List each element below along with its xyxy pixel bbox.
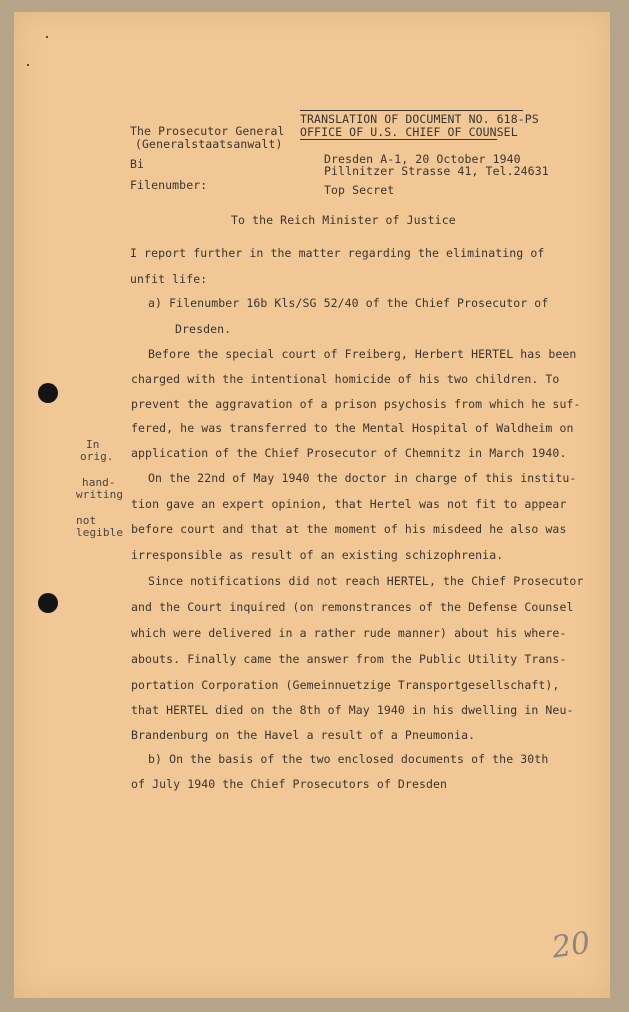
office-title: OFFICE OF U.S. CHIEF OF COUNSEL bbox=[300, 125, 518, 139]
body-line: abouts. Finally came the answer from the Public Utility Trans- bbox=[131, 652, 567, 666]
body-line: On the 22nd of May 1940 the doctor in charge of this institu- bbox=[148, 471, 577, 485]
punch-hole-upper bbox=[38, 383, 58, 403]
margin-note-line: writing bbox=[76, 488, 124, 501]
header-rule-bottom bbox=[300, 139, 497, 140]
body-line: unfit life: bbox=[130, 272, 208, 286]
body-line: I report further in the matter regarding the eliminating of bbox=[130, 246, 545, 260]
body-line: Brandenburg on the Havel a result of a Pneumonia. bbox=[131, 728, 476, 742]
body-line: b) On the basis of the two enclosed documents of the 30th bbox=[148, 752, 549, 766]
body-line: fered, he was transferred to the Mental Hospital of Waldheim on bbox=[131, 421, 574, 435]
body-line: prevent the aggravation of a prison psychosis from which he suf- bbox=[131, 397, 581, 411]
classification: Top Secret bbox=[324, 183, 395, 197]
margin-note-line: not bbox=[76, 514, 97, 527]
body-line: portation Corporation (Gemeinnuetzige Transportgesellschaft), bbox=[131, 678, 560, 692]
body-line: charged with the intentional homicide of his two children. To bbox=[131, 372, 560, 386]
body-line: application of the Chief Prosecutor of Chemnitz in March 1940. bbox=[131, 446, 567, 460]
page-number-handwritten: 20 bbox=[549, 925, 593, 966]
body-line: before court and that at the moment of his misdeed he also was bbox=[131, 522, 567, 536]
body-line: a) Filenumber 16b Kls/SG 52/40 of the Chief Prosecutor of bbox=[148, 296, 549, 310]
body-line: tion gave an expert opinion, that Hertel was not fit to appear bbox=[131, 497, 567, 511]
body-line: which were delivered in a rather rude manner) about his where- bbox=[131, 626, 567, 640]
speck-mark bbox=[27, 64, 29, 66]
sender-title-german: (Generalstaatsanwalt) bbox=[135, 137, 283, 151]
body-line: and the Court inquired (on remonstrances of the Defense Counsel bbox=[131, 600, 574, 614]
margin-note-line: hand- bbox=[82, 476, 116, 489]
sender-initials: Bi bbox=[130, 157, 145, 171]
margin-note-line: legible bbox=[76, 526, 124, 539]
place-date: Dresden A-1, 20 October 1940 bbox=[324, 152, 521, 166]
margin-note-line: In bbox=[86, 438, 100, 451]
body-line: irresponsible as result of an existing schizophrenia. bbox=[131, 548, 504, 562]
address-phone: Pillnitzer Strasse 41, Tel.24631 bbox=[324, 164, 549, 178]
body-line: Before the special court of Freiberg, Herbert HERTEL has been bbox=[148, 347, 577, 361]
body-line: of July 1940 the Chief Prosecutors of Dresden bbox=[131, 777, 448, 791]
body-line: that HERTEL died on the 8th of May 1940 in his dwelling in Neu- bbox=[131, 703, 574, 717]
speck-mark bbox=[46, 36, 48, 38]
body-line: Dresden. bbox=[175, 322, 232, 336]
punch-hole-lower bbox=[38, 593, 58, 613]
addressee: To the Reich Minister of Justice bbox=[231, 213, 456, 227]
filenumber-label: Filenumber: bbox=[130, 178, 208, 192]
body-line: Since notifications did not reach HERTEL, the Chief Prosecutor bbox=[148, 574, 584, 588]
sender-title: The Prosecutor General bbox=[130, 124, 285, 138]
translation-title: TRANSLATION OF DOCUMENT NO. 618-PS bbox=[300, 112, 539, 126]
header-rule-top bbox=[300, 110, 523, 111]
margin-note-line: orig. bbox=[80, 450, 114, 463]
